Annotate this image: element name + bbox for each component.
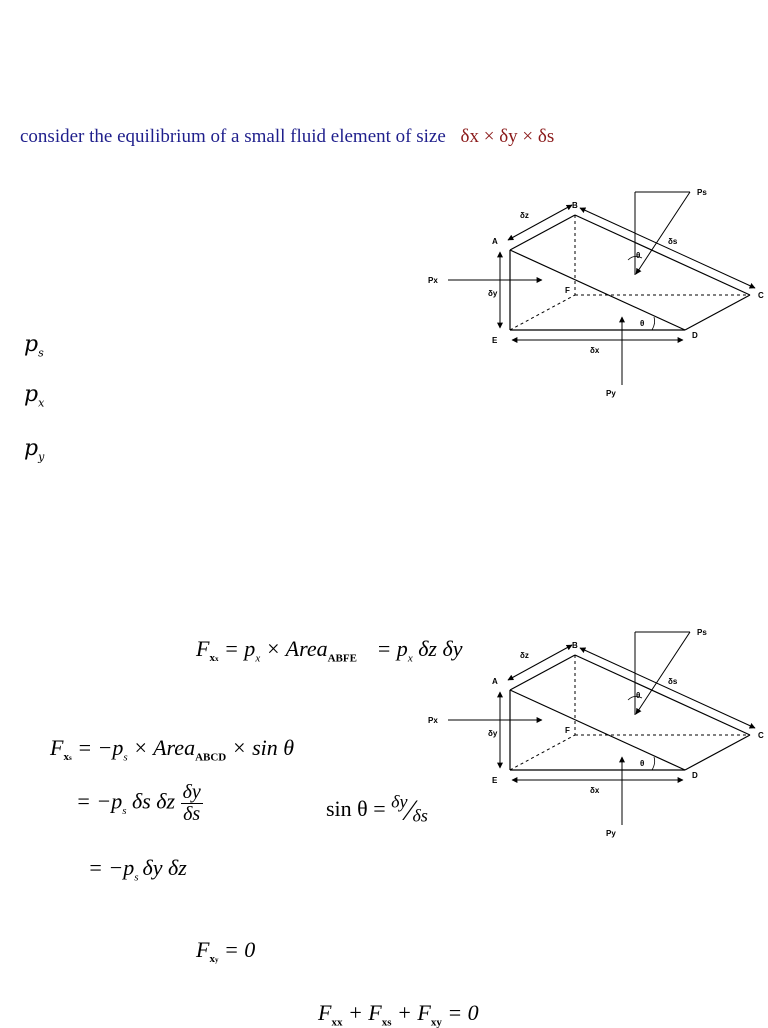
label-theta-base: θ <box>640 759 645 768</box>
eq1-rhs-sub: x <box>407 652 413 665</box>
eq5-lhs: F <box>196 937 210 962</box>
symbol-px <box>24 382 44 409</box>
eq1-sub: x <box>209 652 215 665</box>
eq1-rhs: = p <box>376 636 408 661</box>
fluid-element-diagram-top <box>420 180 768 405</box>
eq2-area: × Area <box>127 735 196 760</box>
label-theta-top: θ <box>636 691 641 700</box>
label-theta-base: θ <box>640 319 645 328</box>
equation-fxs-step2 <box>76 782 203 825</box>
label-c: C <box>758 291 764 300</box>
eq2-tail: × sin θ <box>226 735 295 760</box>
symbol-ps <box>24 332 44 359</box>
eq2-mid: = −p <box>71 735 124 760</box>
eq2-lhs: F <box>50 735 64 760</box>
eq6-plus2: + F <box>391 1000 431 1025</box>
eq3-fraction <box>181 782 203 825</box>
edge-dc <box>685 295 750 330</box>
label-e: E <box>492 776 498 785</box>
label-ps: Ps <box>697 628 707 637</box>
eq3-sub: s <box>122 804 127 817</box>
edge-ad <box>510 690 685 770</box>
eq5-sub: x <box>209 953 215 966</box>
equation-fxy <box>196 937 255 965</box>
dz-arrow <box>508 645 572 680</box>
label-theta-top: θ <box>636 251 641 260</box>
eq2-area-sub: ABCD <box>195 751 227 764</box>
eq4-sub: s <box>134 871 139 884</box>
sin-lhs: sin θ = <box>326 796 392 821</box>
label-dz: δz <box>520 651 529 660</box>
edge-ad <box>510 250 685 330</box>
dz-arrow <box>508 205 572 240</box>
label-ps: Ps <box>697 188 707 197</box>
equation-fxx <box>196 636 462 664</box>
label-dy: δy <box>488 729 498 738</box>
eq6-plus1: + F <box>342 1000 382 1025</box>
symbol-py-sub: y <box>38 450 45 464</box>
eq3-denominator: δs <box>183 803 201 825</box>
intro-text: consider the equilibrium of a small fluid element of size <box>20 126 446 147</box>
fluid-element-diagram-bottom <box>420 620 768 845</box>
eq5-rhs: = 0 <box>218 937 256 962</box>
label-f: F <box>565 726 570 735</box>
eq3-mid: δs δz <box>131 788 176 814</box>
edge-dc <box>685 735 750 770</box>
eq2-sub2: s <box>68 754 72 763</box>
eq1-lhs: F <box>196 636 210 661</box>
eq1-sub2: x <box>214 655 219 664</box>
eq1-mid: = p <box>218 636 256 661</box>
label-dx: δx <box>590 346 600 355</box>
symbol-px-sub: x <box>38 396 45 410</box>
edge-ef <box>510 735 575 770</box>
label-d: D <box>692 771 698 780</box>
ds-arrow <box>580 208 755 288</box>
base-angle-arc <box>652 757 655 770</box>
label-ds: δs <box>668 677 678 686</box>
eq6-rhs: = 0 <box>441 1000 479 1025</box>
sin-numerator: δy <box>391 791 408 812</box>
eq6-f1: F <box>318 1000 332 1025</box>
eq1-mid-sub: x <box>255 652 261 665</box>
label-py: Py <box>606 389 616 398</box>
eq4-prefix: = −p <box>88 855 135 880</box>
symbol-ps-base: p <box>24 332 39 357</box>
label-f: F <box>565 286 570 295</box>
label-dy: δy <box>488 289 498 298</box>
equation-fxs <box>50 735 294 763</box>
label-a: A <box>492 237 498 246</box>
eq6-sub-c: xy <box>430 1016 442 1028</box>
label-dx: δx <box>590 786 600 795</box>
label-c: C <box>758 731 764 740</box>
sin-denominator: δs <box>412 805 428 826</box>
eq2-mid-sub: s <box>123 751 128 764</box>
eq5-sub2: y <box>214 956 219 965</box>
eq1-area-sub: ABFE <box>327 652 357 665</box>
eq4-tail: δy δz <box>142 855 187 880</box>
base-angle-arc <box>652 317 655 330</box>
edge-bc <box>575 655 750 735</box>
ds-arrow <box>580 648 755 728</box>
symbol-py-base: p <box>24 436 39 461</box>
ps-force-arrow <box>636 632 690 714</box>
eq1-rhs-tail: δz δy <box>412 636 463 661</box>
eq1-area: × Area <box>260 636 328 661</box>
element-size: δx × δy × δs <box>460 126 555 147</box>
label-px: Px <box>428 276 438 285</box>
eq6-sub-b: xs <box>381 1016 392 1028</box>
equation-sin-theta <box>326 790 428 826</box>
label-dz: δz <box>520 211 529 220</box>
eq3-numerator: δy <box>182 781 201 803</box>
eq3-prefix: = −p <box>76 788 123 814</box>
eq6-sub-a: xx <box>331 1016 343 1028</box>
edge-ab <box>510 655 575 690</box>
symbol-py <box>24 436 44 463</box>
intro-line <box>20 126 554 148</box>
label-a: A <box>492 677 498 686</box>
label-py: Py <box>606 829 616 838</box>
equation-fxs-result <box>88 855 187 883</box>
label-d: D <box>692 331 698 340</box>
label-b: B <box>572 201 578 210</box>
edge-bc <box>575 215 750 295</box>
edge-ab <box>510 215 575 250</box>
label-e: E <box>492 336 498 345</box>
label-px: Px <box>428 716 438 725</box>
symbol-ps-sub: s <box>38 346 44 360</box>
eq2-sub: x <box>63 751 69 764</box>
label-b: B <box>572 641 578 650</box>
sin-slash: ⁄ <box>407 794 413 827</box>
ps-force-arrow <box>636 192 690 274</box>
edge-ef <box>510 295 575 330</box>
label-ds: δs <box>668 237 678 246</box>
symbol-px-base: p <box>24 382 39 407</box>
